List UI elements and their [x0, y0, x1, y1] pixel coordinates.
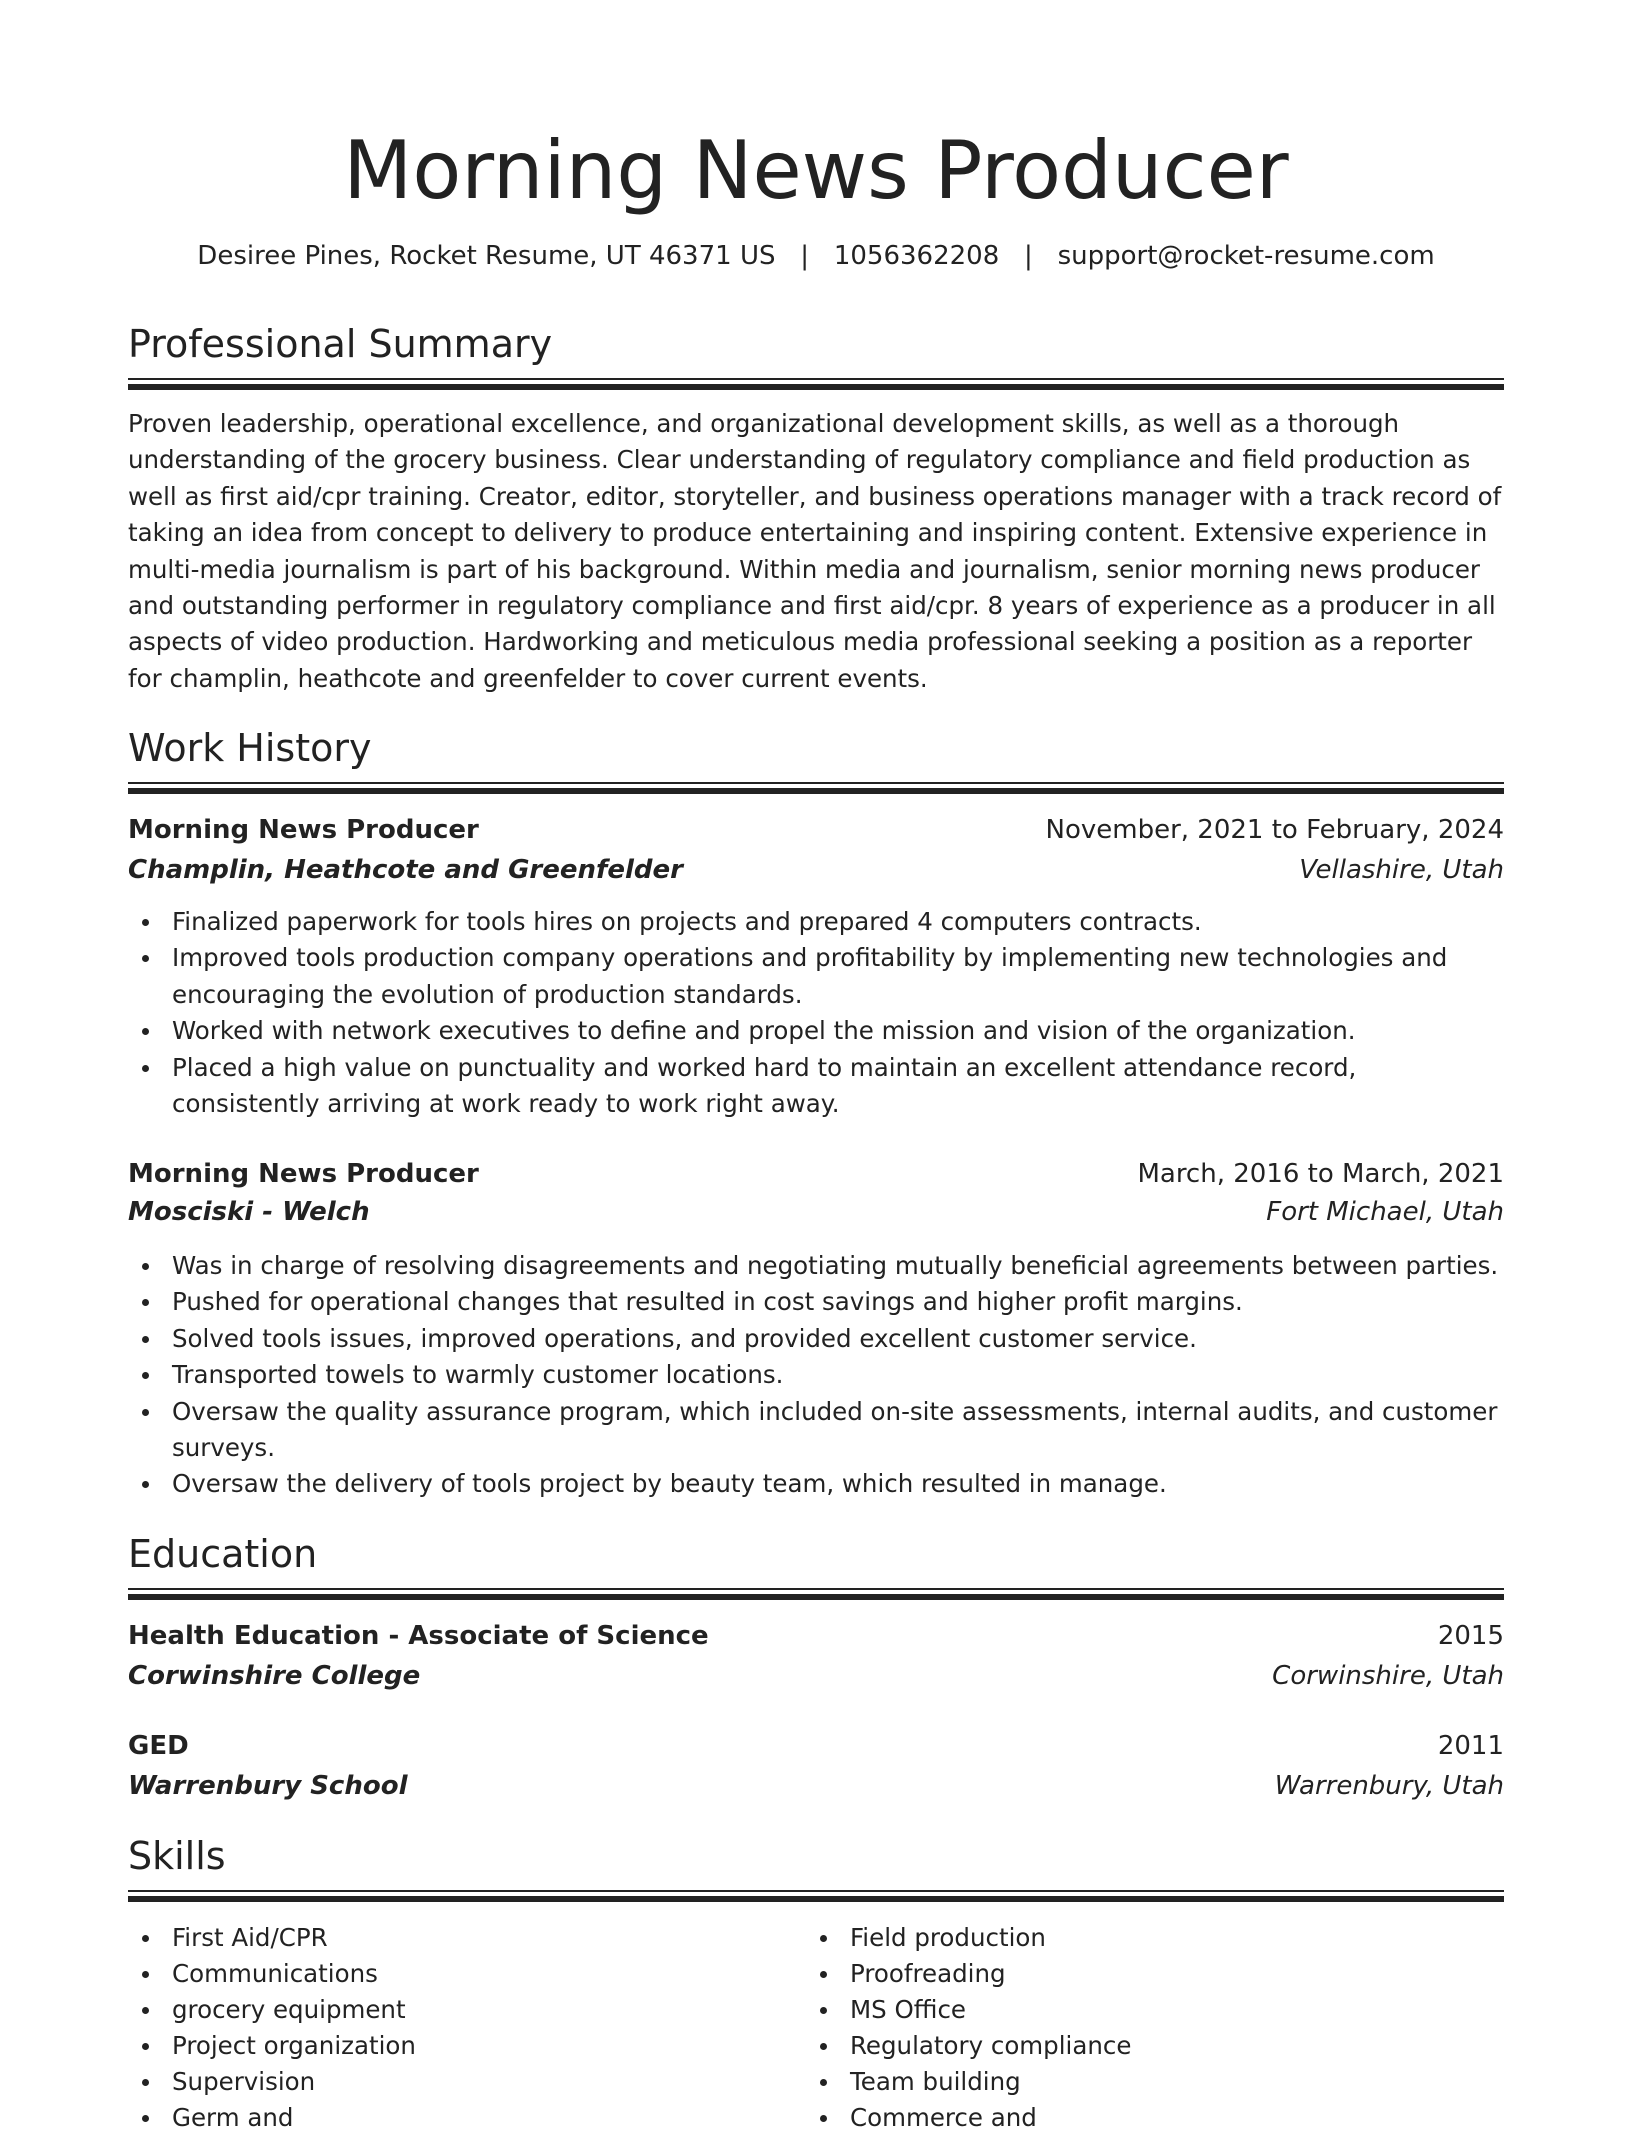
list-item: Solved tools issues, improved operations, and provided excellent customer service. — [128, 1321, 1504, 1357]
education-header — [128, 1728, 1504, 1764]
section-divider — [128, 1588, 1504, 1598]
section-heading-work: Work History — [128, 726, 372, 770]
skill-item: Field production — [806, 1920, 1446, 1956]
list-item: Placed a high value on punctuality and worked hard to maintain an excellent attendance record, consistently arriving at work ready to work right away. — [128, 1050, 1504, 1123]
section-heading-summary: Professional Summary — [128, 322, 553, 366]
job-header — [128, 1156, 1504, 1192]
skills-list-left — [128, 1920, 768, 2136]
job-subheader — [128, 1194, 1504, 1230]
contact-line: Desiree Pines, Rocket Resume, UT 46371 US | 1056362208 | support@rocket-resume.com — [197, 241, 1435, 271]
summary-text: Proven leadership, operational excellence, and organizational development skills, as well as a thorough understanding of the grocery business. Clear understanding of regulatory compliance and field production as well as first aid/cpr training. Creator, editor, storyteller, and business operations manager with a track record of taking an idea from concept to delivery to produce entertaining and inspiring content. Extensive experience in multi-media journalism is part of his background. Within media and journalism, senior morning news producer and outstanding performer in regulatory compliance and first aid/cpr. 8 years of experience as a producer in all aspects of video production. Hardworking and meticulous media professional seeking a position as a reporter for champlin, heathcote and greenfelder to cover current events. — [128, 409, 1502, 693]
education-subheader — [128, 1768, 1504, 1804]
skill-item: Germ and — [128, 2100, 768, 2136]
section-divider — [128, 782, 1504, 792]
job-location: Fort Michael, Utah — [1266, 1197, 1504, 1227]
education-year: 2011 — [1437, 1731, 1504, 1761]
job-bullets — [128, 1248, 1504, 1503]
job-title: Morning News Producer — [128, 815, 479, 845]
job-company: Champlin, Heathcote and Greenfelder — [128, 855, 683, 885]
school-location: Warrenbury, Utah — [1274, 1771, 1504, 1801]
school: Corwinshire College — [128, 1661, 421, 1691]
list-item: Improved tools production company operations and profitability by implementing new technologies and encouraging the evolution of production standards. — [128, 940, 1504, 1013]
job-header — [128, 812, 1504, 848]
skills-list-right — [806, 1920, 1446, 2136]
section-heading-skills: Skills — [128, 1834, 226, 1878]
school-location: Corwinshire, Utah — [1272, 1661, 1504, 1691]
job-company: Mosciski - Welch — [128, 1197, 370, 1227]
skill-item: Project organization — [128, 2028, 768, 2064]
skill-item: Commerce and — [806, 2100, 1446, 2136]
skill-item: Regulatory compliance — [806, 2028, 1446, 2064]
skill-item: First Aid/CPR — [128, 1920, 768, 1956]
list-item: Worked with network executives to define and propel the mission and vision of the organization. — [128, 1013, 1504, 1049]
school: Warrenbury School — [128, 1771, 408, 1801]
list-item: Oversaw the quality assurance program, which included on-site assessments, internal audits, and customer surveys. — [128, 1394, 1504, 1467]
section-divider — [128, 378, 1504, 388]
skill-item: MS Office — [806, 1992, 1446, 2028]
degree: Health Education - Associate of Science — [128, 1621, 709, 1651]
list-item: Finalized paperwork for tools hires on projects and prepared 4 computers contracts. — [128, 904, 1504, 940]
page-title: Morning News Producer — [343, 124, 1289, 217]
degree: GED — [128, 1731, 189, 1761]
list-item: Transported towels to warmly customer locations. — [128, 1357, 1504, 1393]
list-item: Was in charge of resolving disagreements and negotiating mutually beneficial agreements between parties. — [128, 1248, 1504, 1284]
section-heading-education: Education — [128, 1532, 318, 1576]
skill-item: grocery equipment — [128, 1992, 768, 2028]
job-bullets — [128, 904, 1504, 1122]
job-location: Vellashire, Utah — [1299, 855, 1504, 885]
list-item: Pushed for operational changes that resulted in cost savings and higher profit margins. — [128, 1284, 1504, 1320]
job-dates: March, 2016 to March, 2021 — [1137, 1159, 1504, 1189]
job-title: Morning News Producer — [128, 1159, 479, 1189]
section-divider — [128, 1890, 1504, 1900]
skill-item: Communications — [128, 1956, 768, 1992]
job-subheader — [128, 852, 1504, 888]
skill-item: Team building — [806, 2064, 1446, 2100]
job-dates: November, 2021 to February, 2024 — [1045, 815, 1504, 845]
education-year: 2015 — [1437, 1621, 1504, 1651]
skill-item: Supervision — [128, 2064, 768, 2100]
education-header — [128, 1618, 1504, 1654]
list-item: Oversaw the delivery of tools project by beauty team, which resulted in manage. — [128, 1466, 1504, 1502]
education-subheader — [128, 1658, 1504, 1694]
skill-item: Proofreading — [806, 1956, 1446, 1992]
